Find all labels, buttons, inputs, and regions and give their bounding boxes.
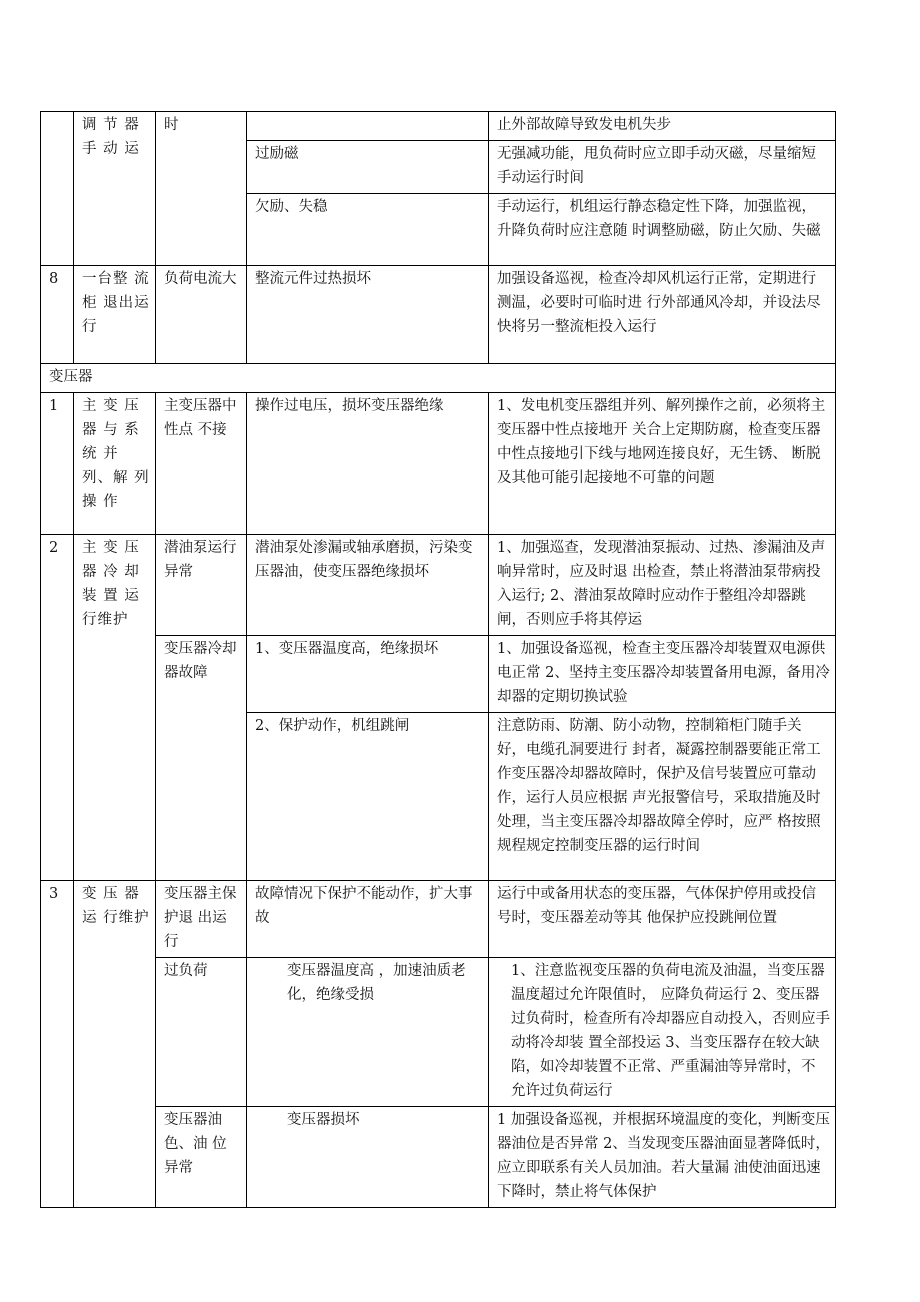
table-row [41, 266, 836, 364]
risk-consequence [247, 112, 489, 141]
operation-item: 调 节 器 手 动 运 [74, 112, 156, 266]
row-number [41, 112, 74, 266]
control-measure: 1、加强巡查，发现潜油泵振动、过热、渗漏油及声响异常时，应及时退 出检查，禁止将潜油泵带病投入运行; 2、潜油泵故障时应动作于整组冷却器跳闸，否则应手将其停运 [489, 535, 836, 636]
row-number: 8 [41, 266, 74, 364]
table-row [41, 1107, 836, 1208]
operation-item: 主 变 压 器 冷 却 装 置 运行维护 [74, 535, 156, 881]
risk-consequence: 操作过电压，损坏变压器绝缘 [247, 393, 489, 535]
risk-consequence: 潜油泵处渗漏或轴承磨损，污染变压器油，使变压器绝缘损坏 [247, 535, 489, 636]
risk-consequence: 2、保护动作，机组跳闸 [247, 713, 489, 881]
control-measure: 手动运行，机组运行静态稳定性下降，加强监视，升降负荷时应注意随 时调整励磁，防止欠励、失磁 [489, 194, 836, 266]
control-measure: 无强减功能，甩负荷时应立即手动灭磁，尽量缩短手动运行时间 [489, 141, 836, 194]
control-measure: 1、注意监视变压器的负荷电流及油温，当变压器温度超过允许限值时， 应降负荷运行 2、变压器过负荷时，检查所有冷却器应自动投入，否则应手动将冷却装 置全部投运 3、当变压器存在较大缺陷，如冷却装置不正常、严重漏油等异常时，不 允许过负荷运行 [489, 958, 836, 1107]
section-title: 变压器 [41, 364, 836, 393]
operation-item: 变 压 器 运 行维护 [74, 881, 156, 1208]
row-number: 2 [41, 535, 74, 881]
row-number: 3 [41, 881, 74, 1208]
table-row [41, 535, 836, 636]
control-measure: 1 加强设备巡视，并根据环境温度的变化，判断变压器油位是否异常 2、当发现变压器油面显著降低时，应立即联系有关人员加油。若大量漏 油使油面迅速下降时，禁止将气体保护 [489, 1107, 836, 1208]
table-row [41, 636, 836, 713]
control-measure: 1、发电机变压器组并列、解列操作之前，必须将主变压器中性点接地开 关合上定期防腐，检查变压器中性点接地引下线与地网连接良好，无生锈、 断脱及其他可能引起接地不可靠的问题 [489, 393, 836, 535]
table-row [41, 112, 836, 141]
operation-item: 一台整 流 柜 退出运行 [74, 266, 156, 364]
control-measure: 运行中或备用状态的变压器，气体保护停用或投信号时，变压器差动等其 他保护应投跳闸位置 [489, 881, 836, 958]
risk-point: 负荷电流大 [156, 266, 247, 364]
risk-consequence: 故障情况下保护不能动作，扩大事故 [247, 881, 489, 958]
risk-point: 潜油泵运行异常 [156, 535, 247, 636]
risk-point: 时 [156, 112, 247, 266]
risk-consequence: 1、变压器温度高，绝缘损坏 [247, 636, 489, 713]
control-measure: 止外部故障导致发电机失步 [489, 112, 836, 141]
risk-point: 过负荷 [156, 958, 247, 1107]
control-measure: 1、加强设备巡视，检查主变压器冷却装置双电源供电正常 2、坚持主变压器冷却装置备用电源，备用冷却器的定期切换试验 [489, 636, 836, 713]
risk-point: 变压器冷却器故障 [156, 636, 247, 881]
control-measure: 加强设备巡视，检查冷却风机运行正常，定期进行测温，必要时可临时进 行外部通风冷却，并设法尽快将另一整流柜投入运行 [489, 266, 836, 364]
risk-consequence: 变压器温度高 ，加速油质老 化，绝缘受损 [247, 958, 489, 1107]
operation-item: 主 变 压 器 与 系 统 并 列、解 列操 作 [74, 393, 156, 535]
table-row [41, 393, 836, 535]
section-row [41, 364, 836, 393]
risk-consequence: 变压器损坏 [247, 1107, 489, 1208]
table-row [41, 958, 836, 1107]
risk-point: 主变压器中性点 不接 [156, 393, 247, 535]
row-number: 1 [41, 393, 74, 535]
risk-consequence: 过励磁 [247, 141, 489, 194]
risk-consequence: 欠励、失稳 [247, 194, 489, 266]
risk-table [40, 111, 836, 1208]
risk-consequence: 整流元件过热损坏 [247, 266, 489, 364]
risk-point: 变压器主保护退 出运行 [156, 881, 247, 958]
control-measure: 注意防雨、防潮、防小动物，控制箱柜门随手关好，电缆孔洞要进行 封者，凝露控制器要能正常工作变压器冷却器故障时，保护及信号装置应可靠动作，运行人员应根据 声光报警信号，采取措施及时处理，当主变压器冷却器故障全停时，应严 格按照规程规定控制变压器的运行时间 [489, 713, 836, 881]
risk-point: 变压器油色、油 位异常 [156, 1107, 247, 1208]
table-row [41, 881, 836, 958]
